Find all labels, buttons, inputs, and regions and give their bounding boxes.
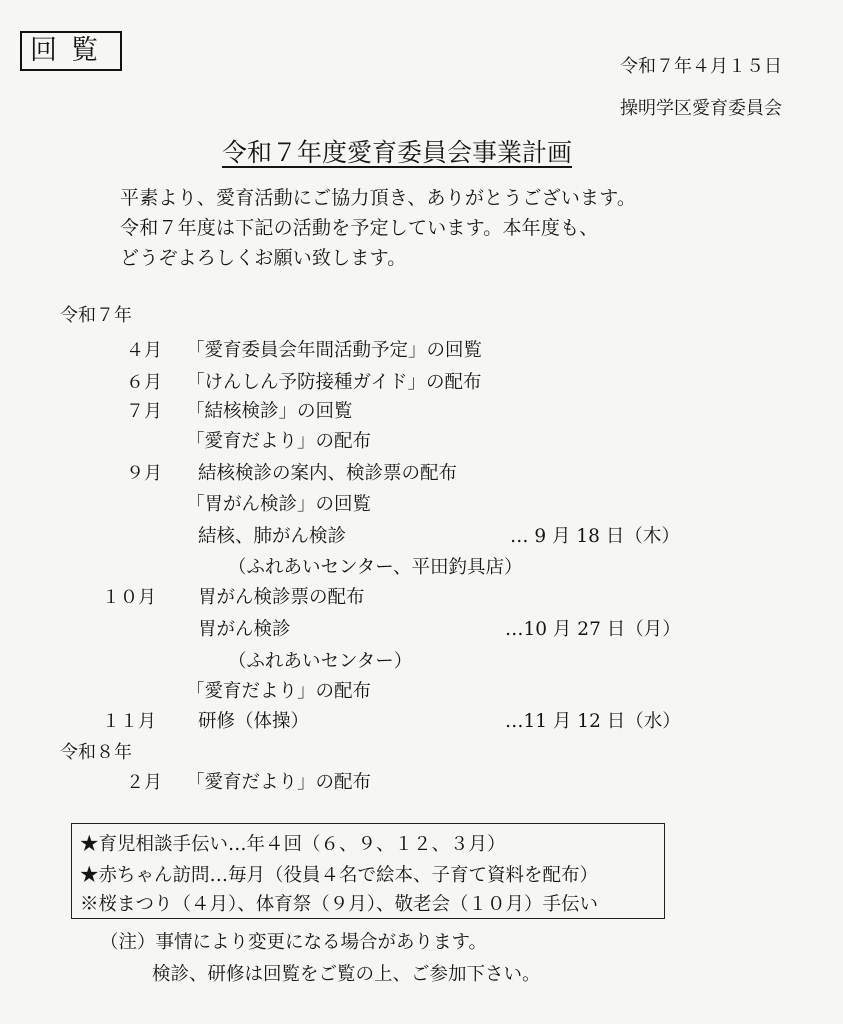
schedule-event: 「愛育委員会年間活動予定」の回覧: [186, 340, 483, 361]
schedule-month: ２月: [126, 772, 162, 793]
footnote: （注）事情により変更になる場合があります。: [100, 932, 488, 953]
schedule-date: …10 月 27 日（月）: [505, 619, 681, 640]
schedule-month: １０月: [102, 587, 156, 608]
schedule-month: ４月: [126, 340, 162, 361]
schedule-event: 「愛育だより」の配布: [186, 681, 372, 702]
schedule-event: 胃がん検診票の配布: [198, 587, 365, 608]
box-note: ※桜まつり（４月）、体育祭（９月）、敬老会（１０月）手伝い: [80, 894, 599, 915]
year-heading: 令和７年: [60, 305, 132, 326]
schedule-event: 胃がん検診: [198, 619, 291, 640]
schedule-date: …11 月 12 日（水）: [505, 711, 681, 732]
schedule-event: 「けんしん予防接種ガイド」の配布: [186, 372, 482, 393]
schedule-event: 結核検診の案内、検診票の配布: [198, 463, 458, 484]
year-heading: 令和８年: [60, 742, 132, 763]
schedule-location: （ふれあいセンター）: [228, 651, 413, 672]
document-title: 令和７年度愛育委員会事業計画: [222, 138, 573, 167]
schedule-date: … 9 月 18 日（木）: [510, 526, 680, 547]
schedule-event: 研修（体操）: [198, 711, 310, 732]
intro-line: 平素より、愛育活動にご協力頂き、ありがとうございます。: [120, 187, 637, 209]
organization-name: 操明学区愛育委員会: [620, 98, 782, 119]
schedule-month: ９月: [126, 463, 162, 484]
schedule-month: １１月: [102, 711, 156, 732]
intro-line: 令和７年度は下記の活動を予定しています。本年度も、: [120, 217, 599, 239]
schedule-event: 結核、肺がん検診: [198, 526, 347, 547]
box-note: ★育児相談手伝い…年４回（６、９、１２、３月）: [80, 834, 506, 855]
schedule-event: 「結核検診」の回覧: [186, 401, 353, 422]
schedule-event: 「愛育だより」の配布: [186, 431, 372, 452]
issue-date: 令和７年４月１５日: [620, 56, 782, 77]
schedule-month: ７月: [126, 401, 162, 422]
schedule-month: ６月: [126, 372, 162, 393]
intro-line: どうぞよろしくお願い致します。: [120, 247, 407, 269]
schedule-location: （ふれあいセンター、平田釣具店）: [228, 557, 523, 578]
circulation-stamp: 回覧: [20, 31, 122, 71]
box-note: ★赤ちゃん訪問…毎月（役員４名で絵本、子育て資料を配布）: [80, 865, 599, 886]
footnote: 検診、研修は回覧をご覧の上、ご参加下さい。: [152, 964, 541, 985]
schedule-event: 「愛育だより」の配布: [186, 772, 372, 793]
schedule-event: 「胃がん検診」の回覧: [186, 494, 372, 515]
